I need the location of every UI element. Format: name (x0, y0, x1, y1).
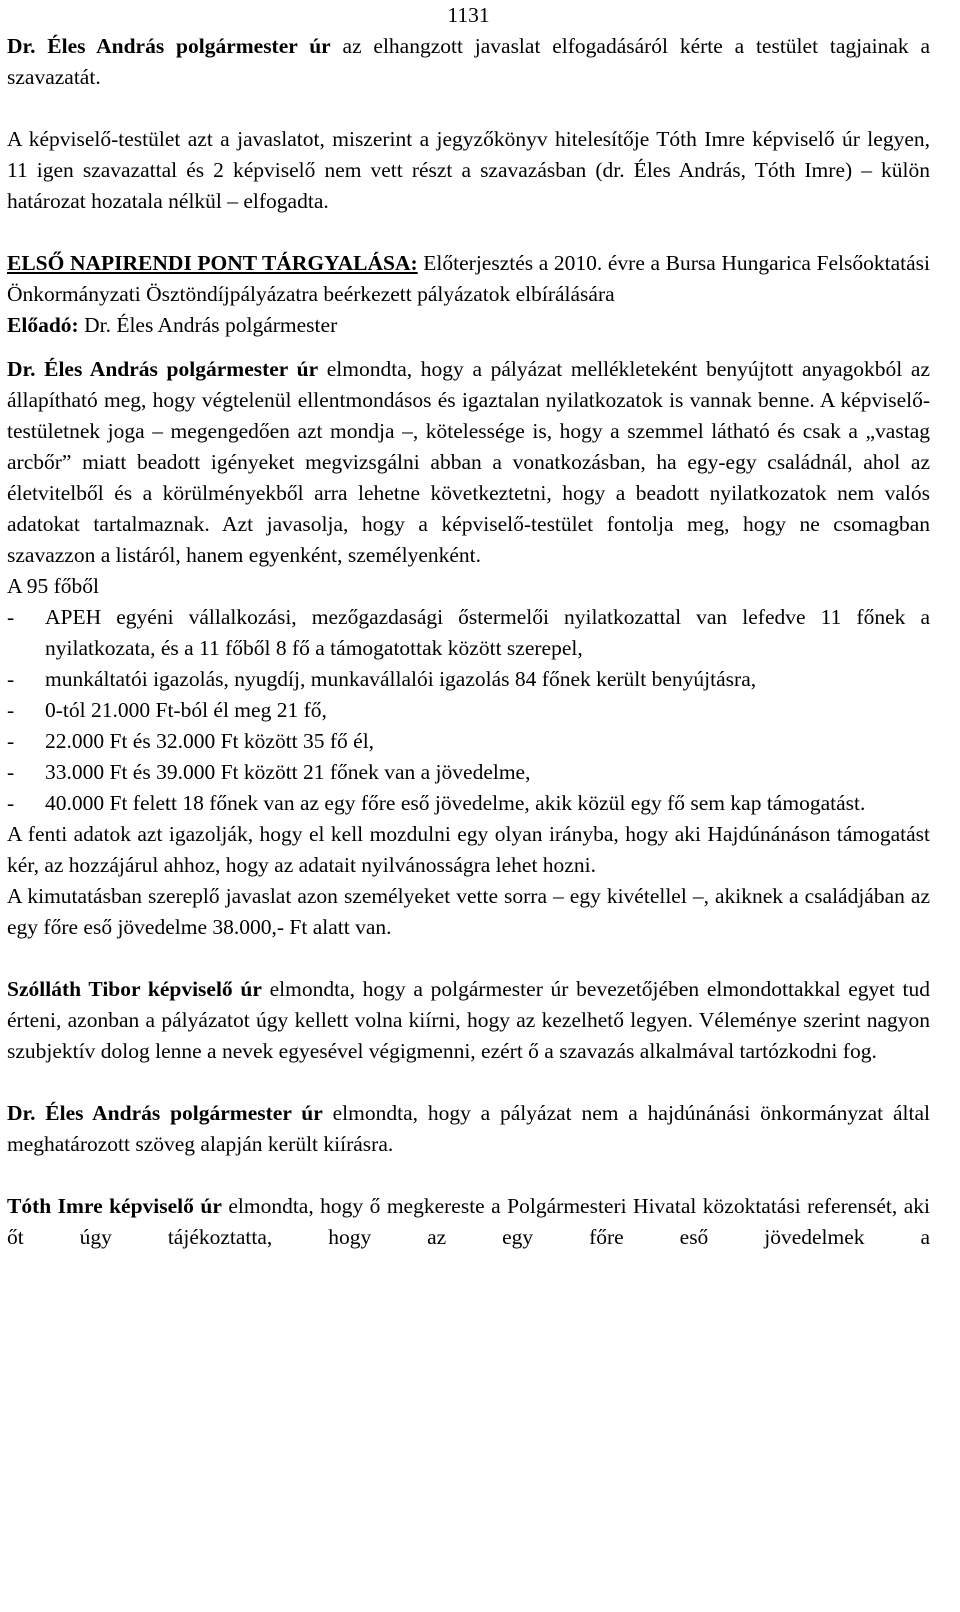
list-item (7, 602, 930, 664)
list-dash: - (7, 760, 15, 784)
list-item-text: APEH egyéni vállalkozási, mezőgazdasági őstermelői nyilatkozattal van lefedve 11 főnek a nyilatkozata, és a 11 főből 8 fő a támogatottak között szerepel, (45, 605, 930, 660)
spacer (7, 943, 930, 974)
list-item (7, 788, 930, 819)
list-dash: - (7, 667, 15, 691)
agenda-text: Előterjesztés a 2010. évre a Bursa Hungarica Felsőoktatási Önkormányzati Ösztöndíjpályázatra beérkezett pályázatok elbírálására (7, 251, 930, 306)
paragraph-toth-statement (7, 1191, 930, 1253)
income-list (7, 602, 930, 819)
paragraph-text: elmondta, hogy ő megkereste a Polgármesteri Hivatal közoktatási referensét, aki őt úgy tájékoztatta, hogy az egy főre eső jövedelmek a (7, 1194, 931, 1249)
list-dash: - (7, 791, 15, 815)
speaker-name: Dr. Éles András polgármester úr (7, 1101, 323, 1125)
spacer (7, 341, 930, 354)
paragraph-mayor-reply (7, 1098, 930, 1160)
speaker-name: Dr. Éles András polgármester úr (7, 357, 319, 381)
paragraph-text: elmondta, hogy a pályázat nem a hajdúnánási önkormányzat által meghatározott szöveg alapján került kiírásra. (7, 1101, 930, 1156)
list-intro: A 95 főből (7, 574, 99, 598)
paragraph-szollath-statement (7, 974, 930, 1067)
list-dash: - (7, 605, 15, 629)
agenda-heading: ELSŐ NAPIRENDI PONT TÁRGYALÁSA: (7, 251, 418, 275)
list-item (7, 726, 930, 757)
list-item (7, 664, 930, 695)
paragraph-resolution: A képviselő-testület azt a javaslatot, miszerint a jegyzőkönyv hitelesítője Tóth Imre képviselő úr legyen, 11 igen szavazattal és 2 képviselő nem vett részt a szavazásban (dr. Éles András, Tóth Imre) – külön határozat hozatala nélkül – elfogadta. (7, 127, 930, 213)
paragraph-text: elmondta, hogy a polgármester úr bevezetőjében elmondottakkal egyet tud érteni, azonban a pályázatot úgy kellett volna kiírni, hogy az kezelhető legyen. Véleménye szerint nagyon szubjektív dolog lenne a nevek egyesével végigmenni, ezért ő a szavazás alkalmával tartózkodni fog. (7, 977, 930, 1063)
list-item (7, 695, 930, 726)
paragraph-mayor-statement (7, 354, 930, 571)
list-item-text: 40.000 Ft felett 18 főnek van az egy főre eső jövedelme, akik közül egy fő sem kap támogatást. (45, 791, 866, 815)
paragraph-vote-request (7, 31, 930, 93)
spacer (7, 93, 930, 124)
paragraph-proposal: A kimutatásban szereplő javaslat azon személyeket vette sorra – egy kivétellel –, akiknek a családjában az egy főre eső jövedelme 38.000,- Ft alatt van. (7, 884, 930, 939)
presenter-label: Előadó: (7, 313, 79, 337)
presenter-name: Dr. Éles András polgármester (78, 313, 338, 337)
speaker-name: Szólláth Tibor képviselő úr (7, 977, 262, 1001)
list-item-text: munkáltatói igazolás, nyugdíj, munkavállalói igazolás 84 főnek került benyújtásra, (45, 667, 757, 691)
document-page (7, 0, 930, 1253)
list-item-text: 33.000 Ft és 39.000 Ft között 21 főnek van a jövedelme, (45, 760, 531, 784)
list-item-text: 22.000 Ft és 32.000 Ft között 35 fő él, (45, 729, 375, 753)
speaker-name: Dr. Éles András polgármester úr (7, 34, 331, 58)
spacer (7, 1160, 930, 1191)
page-number: 1131 (447, 3, 490, 27)
agenda-presenter (7, 310, 930, 341)
paragraph-conclusion: A fenti adatok azt igazolják, hogy el kell mozdulni egy olyan irányba, hogy aki Hajdúnánáson támogatást kér, az hozzájárul ahhoz, hogy az adatait nyilvánosságra lehet hozni. (7, 822, 930, 877)
speaker-name: Tóth Imre képviselő úr (7, 1194, 222, 1218)
list-dash: - (7, 698, 15, 722)
list-dash: - (7, 729, 15, 753)
spacer (7, 1067, 930, 1098)
paragraph-text: elmondta, hogy a pályázat mellékleteként benyújtott anyagokból az állapítható meg, hogy végtelenül ellentmondásos és igaztalan nyilatkozatok is vannak benne. A képviselő-testületnek joga – megengedően azt mondja –, kötelessége is, hogy a szemmel látható és csak a „vastag arcbőr” miatt beadott igényeket megvizsgálni abban a vonatkozásban, ha egy-egy családnál, ahol az életvitelből és a körülményekből arra lehetne következtetni, hogy a beadott nyilatkozatok nem valós adatokat tartalmaznak. Azt javasolja, hogy a képviselő-testület fontolja meg, hogy ne csomagban szavazzon a listáról, hanem egyenként, személyenként. (7, 357, 930, 567)
list-item (7, 757, 930, 788)
spacer (7, 217, 930, 248)
paragraph-text: az elhangzott javaslat elfogadásáról kérte a testület tagjainak a szavazatát. (7, 34, 930, 89)
list-item-text: 0-tól 21.000 Ft-ból él meg 21 fő, (45, 698, 327, 722)
agenda-item (7, 248, 930, 310)
